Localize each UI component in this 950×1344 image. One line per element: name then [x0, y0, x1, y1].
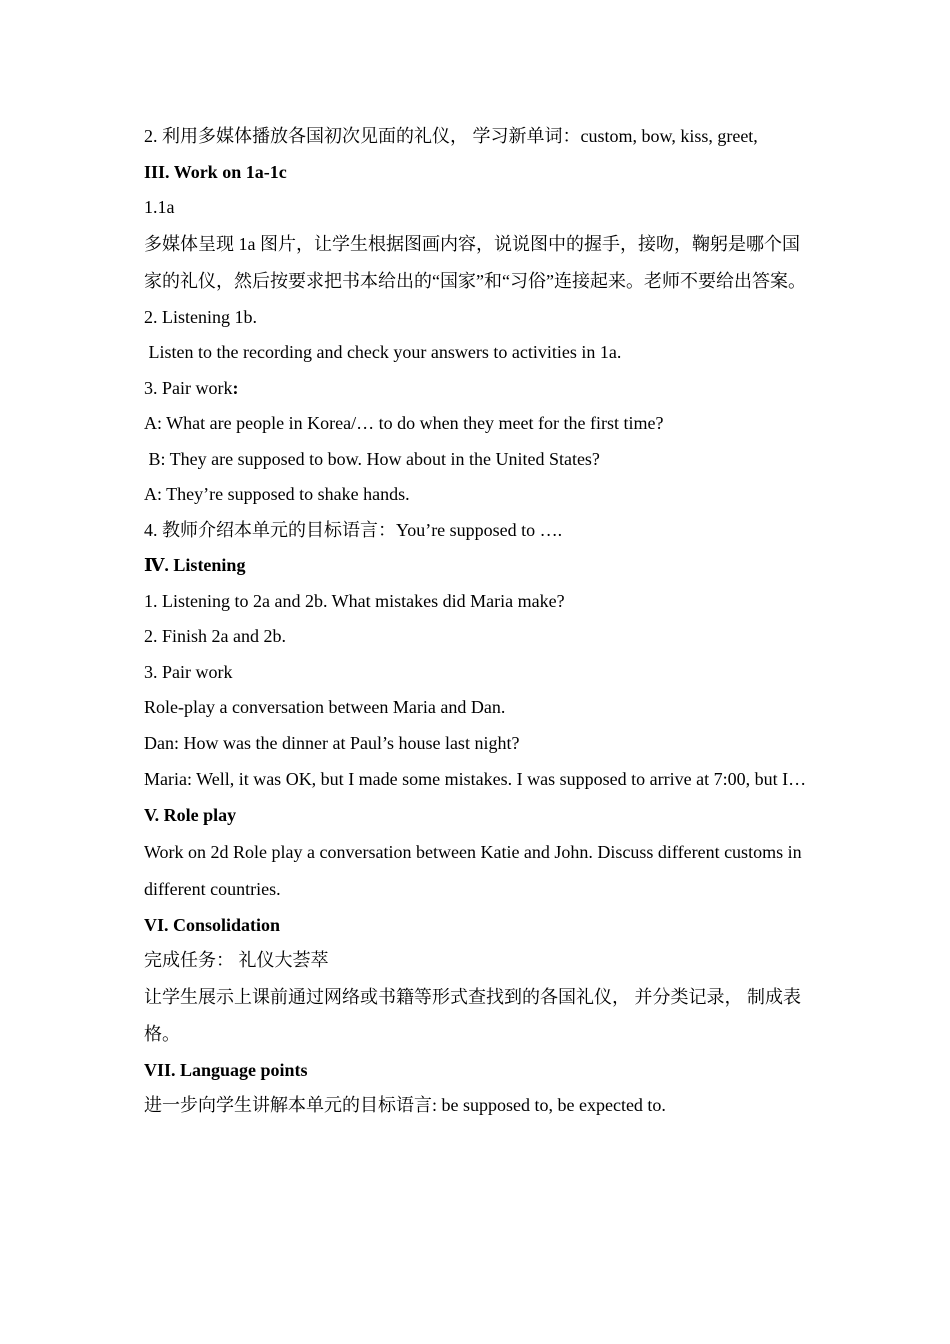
dialogue-line-dan: Dan: How was the dinner at Paul’s house last night? [144, 732, 520, 753]
step-task-description: 让学生展示上课前通过网络或书籍等形式查找到的各国礼仪， 并分类记录， 制成表格。 [144, 986, 801, 1044]
dialogue-line-a2: A: They’re supposed to shake hands. [144, 484, 410, 504]
dialogue-line-b1: B: They are supposed to bow. How about in the United States? [144, 448, 600, 469]
step-task-etiquette: 完成任务： 礼仪大荟萃 [144, 950, 329, 970]
step-1a-description: 多媒体呈现 1a 图片，让学生根据图画内容，说说图中的握手，接吻，鞠躬是哪个国家的礼仪，然后按要求把书本给出的“国家”和“习俗”连接起来。老师不要给出答案。 [144, 233, 806, 291]
pair-work-text: 3. Pair work [144, 377, 233, 398]
step-pair-work-2: 3. Pair work [144, 661, 233, 682]
section-heading-work-on-1a-1c: III. Work on 1a-1c [144, 161, 287, 182]
document-page [144, 119, 814, 1124]
step-listening-1b-instruction: Listen to the recording and check your answers to activities in 1a. [144, 342, 622, 362]
section-heading-language-points: VII. Language points [144, 1059, 308, 1080]
section-heading-role-play: V. Role play [144, 805, 237, 825]
step-multimedia-vocabulary: 2. 利用多媒体播放各国初次见面的礼仪， 学习新单词：custom, bow, kiss, greet, [144, 126, 758, 146]
step-role-play-maria-dan: Role-play a conversation between Maria and Dan. [144, 697, 506, 717]
section-heading-listening: Ⅳ. Listening [144, 555, 246, 575]
step-finish-2a-2b: 2. Finish 2a and 2b. [144, 626, 286, 646]
step-listening-2a-2b: 1. Listening to 2a and 2b. What mistakes did Maria make? [144, 590, 565, 611]
section-heading-consolidation: VI. Consolidation [144, 914, 281, 935]
step-target-language: 4. 教师介绍本单元的目标语言：You’re supposed to …. [144, 519, 563, 540]
pair-work-colon: : [232, 377, 239, 398]
step-listening-1b: 2. Listening 1b. [144, 306, 257, 327]
step-1a-label: 1.1a [144, 197, 175, 217]
dialogue-line-a1: A: What are people in Korea/… to do when they meet for the first time? [144, 413, 664, 433]
dialogue-line-maria: Maria: Well, it was OK, but I made some mistakes. I was supposed to arrive at 7:00, but I… [144, 769, 807, 789]
step-language-points-description: 进一步向学生讲解本单元的目标语言: be supposed to, be expected to. [144, 1095, 666, 1115]
step-work-on-2d: Work on 2d Role play a conversation between Katie and John. Discuss different customs in different countries. [144, 841, 807, 899]
step-pair-work-label [144, 371, 814, 407]
